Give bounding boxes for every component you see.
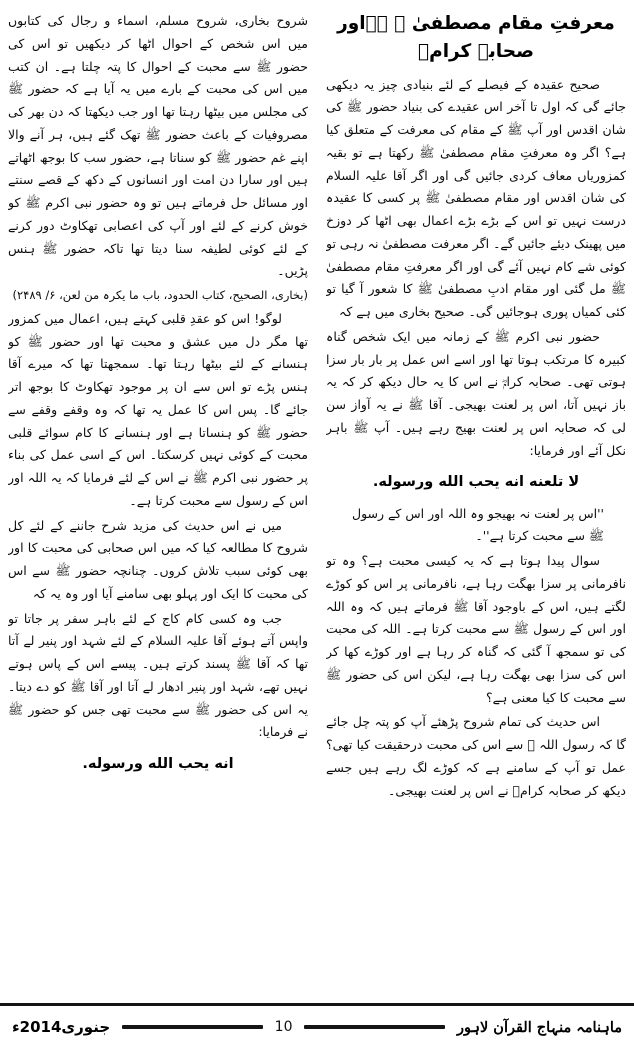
paragraph-right-3: سوال پیدا ہوتا ہے کہ یہ کیسی محبت ہے؟ وہ تو نافرمانی پر سزا بھگت رہا ہے، نافرمانی پر اس کو کوڑے لگتے ہیں، اس کے باوجود آقا ﷺ فرماتے ہیں کہ وہ اللہ اور اس کے رسول ﷺ سے محبت کرتا ہے۔ اللہ کی محبت کی تو سمجھ آ گئی کہ گناہ کر رہا ہے اور کوڑے کھا کر اس کی سزا بھی بھگت رہا ہے، لیکن اس کی حضور ﷺ سے محبت کا کیا معنی ہے؟	[326, 553, 626, 705]
paragraph-right-4: اس حدیث کی تمام شروح پڑھئے آپ کو پتہ چل جائے گا کہ رسول اللہ ﷺ سے اس کی محبت درحقیقت کیا تھی؟ عمل تو آپ کے سامنے ہے کہ کوڑے لگ رہے ہیں جسے دیکھ کر صحابہ کرامؓ نے اس پر لعنت بھیجی۔	[326, 714, 626, 798]
article-title: معرفتِ مقام مصطفیٰ ﷺ ۔۔اور صحابہ کرامؓ	[337, 13, 615, 62]
paragraph-right-2: حضور نبی اکرم ﷺ کے زمانہ میں ایک شخص گناہ کبیرہ کا مرتکب ہوتا تھا اور اسے اس عمل پر بار بار سزا ہوتی تھی۔ صحابہ کرامؓ نے اس کا یہ حال دیکھ کر کہ یہ باز نہیں آتا، اس پر لعنت بھیجی۔ آقا ﷺ نے یہ آواز سن لی کہ صحابہ اس پر لعنت بھیج رہے ہیں۔ آپ ﷺ باہر نکل آئے اور فرمایا:	[326, 328, 626, 458]
paragraph-right-1: صحیح عقیدہ کے فیصلے کے لئے بنیادی چیز یہ دیکھی جائے گی کہ اول تا آخر اس عقیدے کی بنیاد حضور ﷺ کی شان اقدس اور آپ ﷺ کے مقام کی معرفت کے متعلق کیا ہے؟ اگر وہ معرفتِ مقام مصطفیٰ ﷺ رکھتا ہے تو بقیہ کمزوریاں معاف کردی جائیں گی اور اگر آقا علیہ السلام کی شان اقدس اور مقام مصطفیٰ ﷺ پر کسی کا عقیدہ درست نہیں تو اس کے بڑے بڑے اعمال بھی اٹھا کر دوزخ میں پھینک دیئے جائیں گے۔ اگر معرفت مصطفیٰ نہ رہی تو کوئی شے کام نہیں آئے گی اور اگر معرفتِ مقام مصطفیٰ ﷺ مل گئی اور مقام ادبِ مصطفیٰ ﷺ کا شعور آ گیا تو کئی کمیاں پوری ہوجائیں گی۔ صحیح بخاری میں ہے کہ	[326, 76, 626, 319]
paragraph-left-2: لوگو! اس کو عقدِ قلبی کہتے ہیں، اعمال میں کمزور تھا مگر دل میں عشق و محبت تھا اور حضور ﷺ کو ہنسانے کے لئے بیٹھا رہتا تھا۔ سمجھتا تھا کہ میرے آقا ہنس پڑے تو اس سے ان پر موجود تھکاوٹ کا بوجھ اتر جائے گا۔ پس اس کا عمل یہ تھا کہ وہ وقفے وقفے سے حضور ﷺ کو ہنساتا ہے اور ہنسانے کا کام سوائے قلبی محبت کے کوئی نہیں کرسکتا۔ اس کے اسی عمل کی بناء پر حضور نبی اکرم ﷺ نے اس کے لئے فرمایا کہ یہ اللہ اور اس کے رسول سے محبت کرتا ہے۔	[8, 310, 308, 508]
column-left	[8, 10, 308, 999]
arabic-hadith-quote: لا تلعنه انه يحب الله ورسوله.	[372, 474, 580, 491]
hadith-translation: ''اس پر لعنت نہ بھیجو وہ اللہ اور اس کے رسول ﷺ سے محبت کرتا ہے''۔	[352, 505, 604, 544]
paragraph-left-1: شروح بخاری، شروح مسلم، اسماء و رجال کی کتابوں میں اس شخص کے احوال اٹھا کر دیکھیں تو اس کی حضور ﷺ سے محبت کے احوال کا پتہ چلتا ہے۔ ان کتب میں اس کی محبت کے بارے میں یہ آیا ہے کہ حضور ﷺ کی مجلس میں بیٹھا رہتا تھا اور جب دیکھتا کہ دن بھر کی مصروفیات کے باعث حضور ﷺ تھک گئے ہیں، ہر آنے والا اپنے غم حضور ﷺ کو سناتا ہے، حضور سب کا بوجھ اٹھاتے ہیں اور سارا دن امت اور انسانوں کے دکھ کے قصے سنتے اور مسائل حل فرماتے ہیں تو وہ حضور نبی اکرم ﷺ کو خوش کرنے کے لئے اور آپ کی اعصابی تھکاوٹ دور کرنے کے لئے کوئی لطیفہ سنا دیتا تھا تاکہ حضور ﷺ ہنس پڑیں۔	[8, 13, 308, 279]
page-footer	[8, 1006, 626, 1048]
column-right	[326, 10, 626, 999]
footer-divider-line	[304, 1025, 445, 1029]
hadith-reference: (بخاری، الصحیح، کتاب الحدود، باب ما یکرہ من لعن، ۶/ ۲۴۸۹)	[12, 288, 308, 302]
page-number: 10	[274, 1019, 293, 1035]
magazine-name: ماہنامہ منہاج القرآن لاہور	[456, 1018, 622, 1036]
article-columns	[8, 10, 626, 999]
footer-divider-line	[122, 1025, 263, 1029]
issue-date: جنوری2014ء	[12, 1018, 111, 1036]
paragraph-left-3: میں نے اس حدیث کی مزید شرح جاننے کے لئے کل شروح کا مطالعہ کیا کہ میں اس صحابی کی محبت کا اور بھی کوئی سبب تلاش کروں۔ چنانچہ حضور ﷺ سے اس کی محبت کا ایک اور پہلو بھی سامنے آیا اور وہ یہ کہ	[8, 517, 308, 601]
arabic-hadith-quote-2: انه يحب الله ورسوله.	[82, 756, 234, 773]
paragraph-left-4: جب وہ کسی کام کاج کے لئے باہر سفر پر جاتا تو واپس آتے ہوئے آقا علیہ السلام کے لئے شہد اور پنیر لے آتا تھا کہ آقا ﷺ پسند کرتے ہیں۔ پیسے اس کے پاس ہوتے نہیں تھے، شہد اور پنیر ادھار لے آتا اور آقا ﷺ کو دے دیتا۔ یہ اس کی حضور ﷺ سے محبت تھی جس کو حضور ﷺ نے فرمایا:	[8, 610, 308, 740]
